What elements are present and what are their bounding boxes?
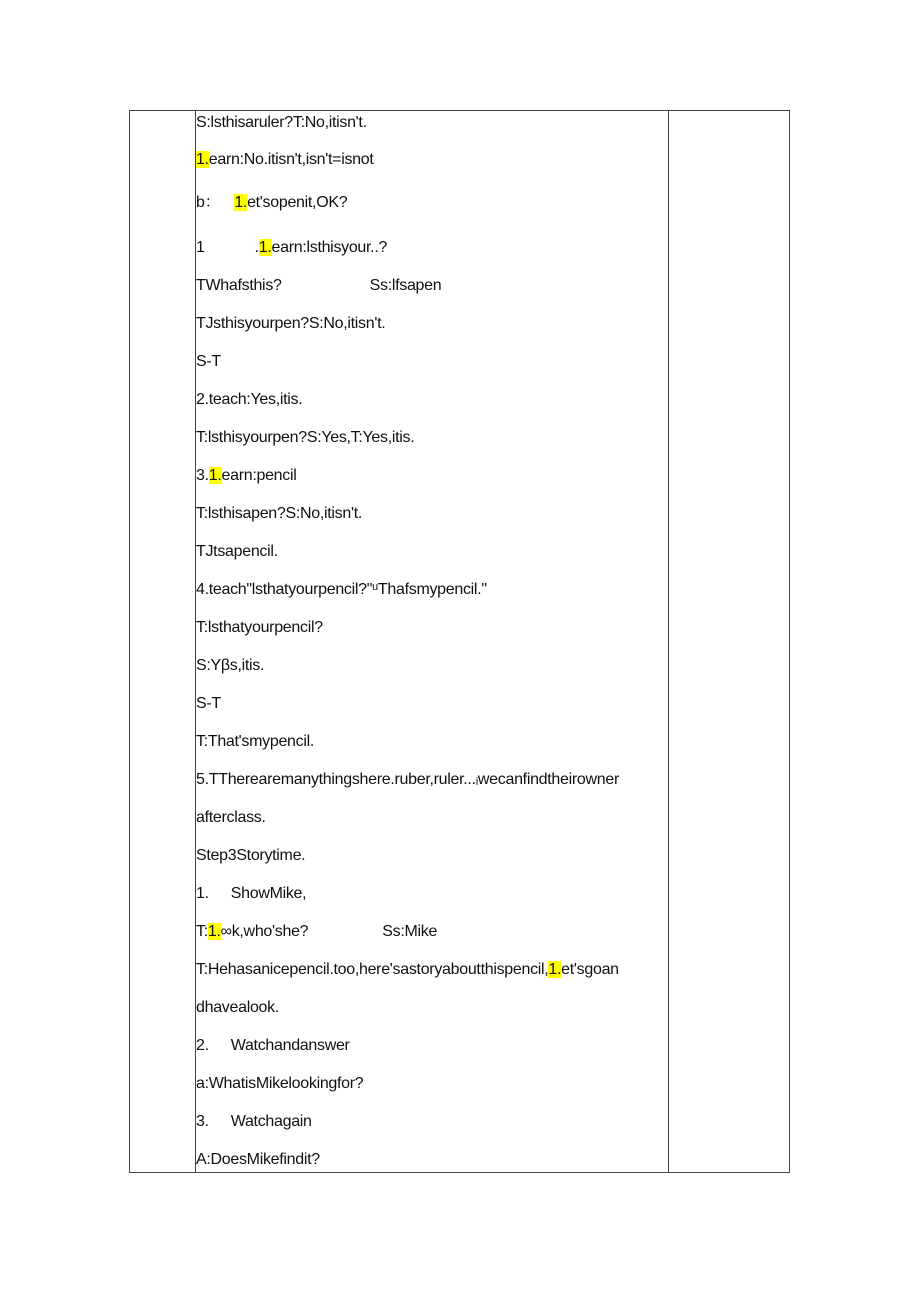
line-text: earn:pencil [221, 467, 297, 484]
line-text: Watchandanswer [230, 1037, 350, 1054]
lesson-line [196, 846, 305, 866]
line-text: 3. [196, 1113, 209, 1130]
lesson-line [196, 428, 414, 448]
lesson-line [196, 113, 367, 133]
lesson-line [196, 390, 302, 410]
line-text: TJtsapencil. [196, 543, 278, 560]
line-text: S:lsthisaruler?T:No,itisn't. [196, 114, 367, 131]
lesson-line [196, 276, 441, 296]
line-text: 4.teach"lsthatyourpencil?"ᵘThafsmypencil." [196, 581, 487, 598]
line-text: TJsthisyourpen?S:No,itisn't. [196, 315, 386, 332]
line-text: 2.teach:Yes,itis. [196, 391, 303, 408]
line-text: T:lsthatyourpencil? [196, 619, 323, 636]
lesson-line [196, 694, 221, 714]
line-text: S:Yβs,itis. [196, 657, 265, 674]
lesson-line [196, 352, 221, 372]
lesson-line [196, 656, 264, 676]
highlighted-number: 1. [196, 151, 209, 168]
lesson-line [196, 542, 278, 562]
lesson-line [196, 770, 619, 790]
highlighted-number: 1. [548, 961, 562, 978]
highlighted-number: 1. [258, 239, 272, 256]
lesson-line [196, 1074, 363, 1094]
line-text: afterclass. [196, 809, 266, 826]
lesson-line [196, 238, 387, 258]
lesson-line [196, 193, 347, 213]
line-text: S-T [196, 695, 221, 712]
line-text: 5.TTherearemanythingshere.ruber,ruler...ᵢwecanfindtheirowner [196, 771, 619, 788]
line-text: TWhafsthis? [196, 277, 282, 294]
line-text: T:lsthisapen?S:No,itisn't. [196, 505, 363, 522]
line-text: et'sopenit,OK? [247, 194, 348, 211]
highlighted-number: 1. [207, 923, 221, 940]
right-column-divider [668, 111, 669, 1172]
lesson-content-cell [196, 111, 666, 1172]
line-text: A:DoesMikefindit? [196, 1151, 320, 1168]
line-text: T:That'smypencil. [196, 733, 314, 750]
line-text: Watchagain [230, 1113, 312, 1130]
lesson-line [196, 960, 619, 980]
lesson-line [196, 1112, 312, 1132]
line-text: ∞k,who'she? [220, 923, 309, 940]
line-text: b： [196, 194, 221, 211]
line-text: T:Hehasanicepencil.too,here'sastoryaboutthispencil, [196, 961, 549, 978]
line-text: 1 [196, 239, 205, 256]
line-text: Step3Storytime. [196, 847, 306, 864]
lesson-line [196, 884, 306, 904]
highlighted-number: 1. [234, 194, 248, 211]
lesson-line [196, 1036, 350, 1056]
line-text: et'sgoan [561, 961, 619, 978]
line-text: a:WhatisMikelookingfor? [196, 1075, 364, 1092]
line-text: ShowMike, [230, 885, 307, 902]
lesson-table [129, 110, 790, 1173]
line-text: 3. [196, 467, 209, 484]
lesson-line [196, 580, 487, 600]
lesson-line [196, 808, 266, 828]
lesson-line [196, 466, 296, 486]
lesson-line [196, 504, 362, 524]
line-text: T: [196, 923, 208, 940]
lesson-line [196, 732, 314, 752]
lesson-line [196, 618, 323, 638]
line-text: 2. [196, 1037, 209, 1054]
lesson-line [196, 1150, 320, 1170]
line-text: dhavealook. [196, 999, 279, 1016]
lesson-line [196, 150, 374, 170]
line-text: Ss:lfsapen [369, 277, 442, 294]
line-text: . [254, 239, 259, 256]
line-text: 1. [196, 885, 209, 902]
lesson-line [196, 998, 279, 1018]
lesson-line [196, 922, 437, 942]
line-text: Ss:Mike [382, 923, 438, 940]
highlighted-number: 1. [208, 467, 222, 484]
line-text: T:lsthisyourpen?S:Yes,T:Yes,itis. [196, 429, 415, 446]
line-text: earn:lsthisyour..? [271, 239, 388, 256]
line-text: S-T [196, 353, 221, 370]
lesson-line [196, 314, 385, 334]
line-text: earn:No.itisn't,isn't=isnot [208, 151, 374, 168]
